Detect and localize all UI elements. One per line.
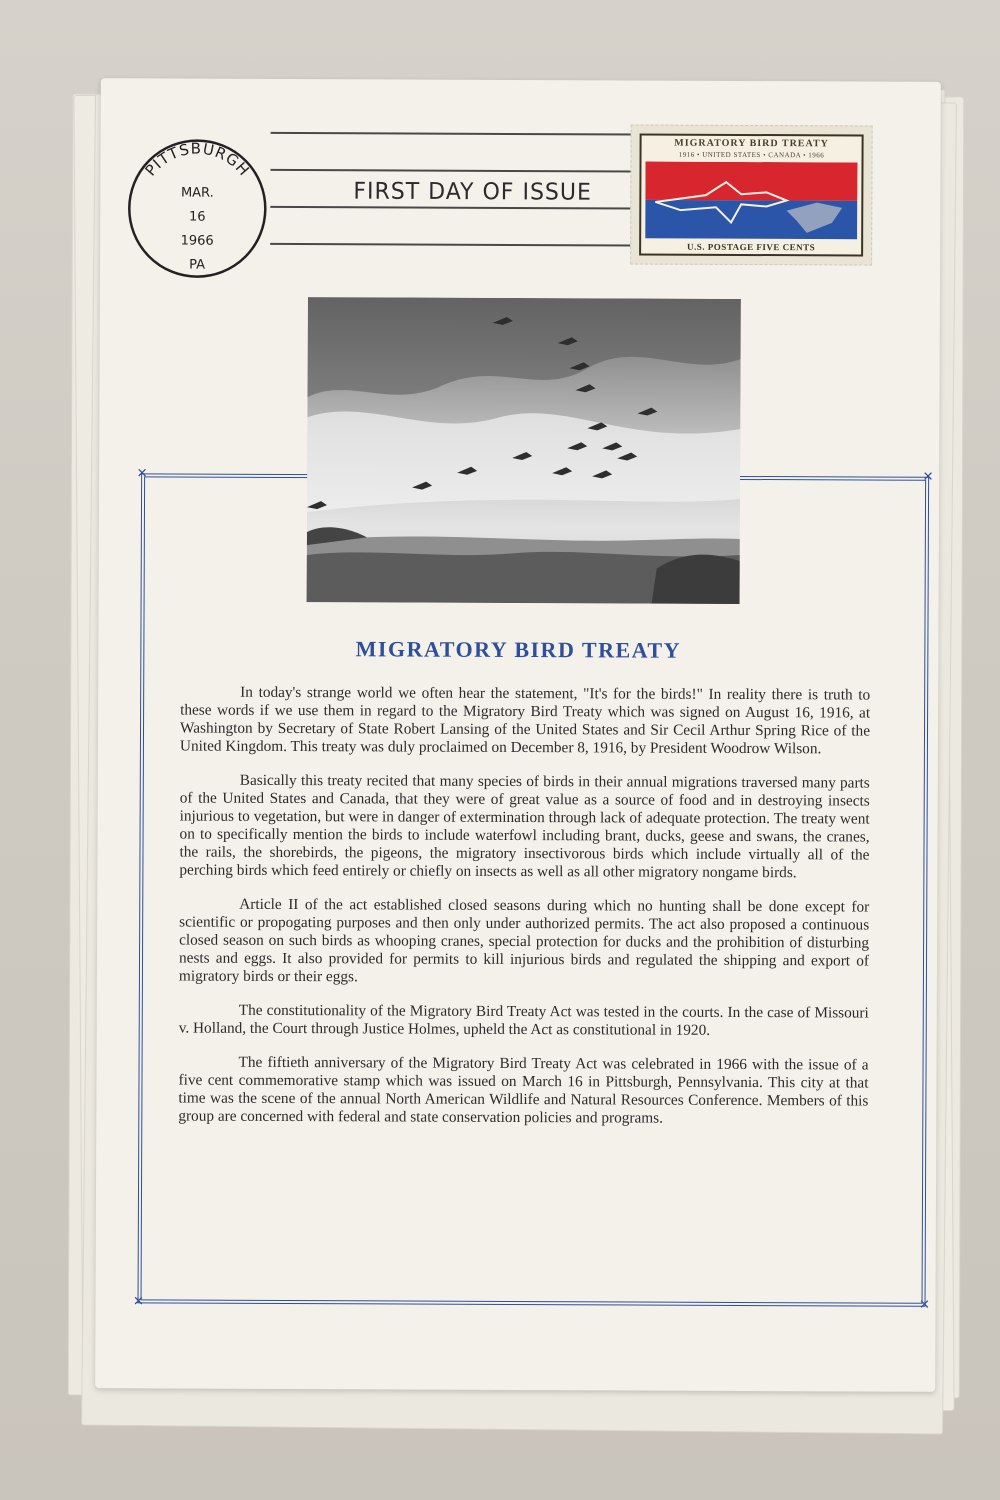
paragraph: The fiftieth anniversary of the Migratory Bird Treaty Act was celebrated in 1966 with the issue of a five cent commemorative stamp which was issued on March 16 in Pittsburgh, Pennsylvania. This city at that time was the scene of the annual North American Wildlife and Natural Resources Conference. Members of this group are concerned with federal and state conservation policies and programs. bbox=[178, 1053, 869, 1127]
stamp-title: MIGRATORY BIRD TREATY bbox=[674, 137, 829, 150]
postmark-day: 16 bbox=[188, 209, 206, 225]
postmark-month: MAR. bbox=[180, 185, 214, 201]
corner-ornament-icon: ✕ bbox=[919, 1297, 931, 1313]
postmark bbox=[112, 118, 283, 289]
paragraph: Article II of the act established closed seasons during which no hunting shall be done except for scientific or propogating purposes and then only under authorized permits. The act also proposed a continuous closed season on such birds as whooping cranes, special protection for ducks and the prohibition of disturbing nests and eggs. It also provided for permits to kill injurious birds and regulated the shipping and export of migratory birds or their eggs. bbox=[178, 895, 870, 986]
stamp-bird-map-art bbox=[645, 162, 857, 240]
geese-illustration bbox=[307, 297, 741, 604]
corner-ornament-icon: ✕ bbox=[922, 469, 934, 485]
paragraph: Basically this treaty recited that many species of birds in their annual migrations traversed many parts of the United States and Canada, that they were of great value as a source of food and in destroying insects injurious to vegetation, but were in danger of extermination through lack of adequate protection. The treaty went on to specifically mention the birds to include waterfowl including brant, ducks, geese and swans, the cranes, the rails, the shorebirds, the pigeons, the migratory insectivorous birds which include virtually all of the perching birds which feed entirely or chiefly on insects as well as all other migratory nongame birds. bbox=[179, 771, 870, 882]
corner-ornament-icon: ✕ bbox=[133, 1294, 145, 1310]
svg-text:PITTSBURGH bbox=[141, 139, 253, 180]
postmark-state: PA bbox=[189, 257, 206, 273]
cancellation-lines bbox=[270, 132, 636, 282]
stamp-subtitle: 1916 • UNITED STATES • CANADA • 1966 bbox=[678, 150, 825, 160]
postmark-year: 1966 bbox=[180, 233, 214, 249]
corner-ornament-icon: ✕ bbox=[136, 466, 148, 482]
postage-stamp bbox=[630, 124, 873, 265]
postmark-city: PITTSBURGH bbox=[141, 139, 254, 180]
first-day-of-issue-text: FIRST DAY OF ISSUE bbox=[353, 178, 592, 206]
paragraph: In today's strange world we often hear the statement, "It's for the birds!" In reality there is truth to these words if we use them in regard to the Migratory Bird Treaty which was signed on August 16, 1916, at Washington by Secretary of State Robert Lansing of the United States and Sir Cecil Arthur Spring Rice of the United Kingdom. This treaty was duly proclaimed on December 8, 1916, by President Woodrow Wilson. bbox=[179, 683, 871, 758]
paragraph: The constitutionality of the Migratory Bird Treaty Act was tested in the courts. In the case of Missouri v. Holland, the Court through Justice Holmes, upheld the Act as constitutional in 1920. bbox=[178, 1001, 869, 1039]
first-day-cover-card bbox=[95, 78, 941, 1392]
treaty-article-body bbox=[178, 684, 870, 1145]
document-title: MIGRATORY BIRD TREATY bbox=[355, 636, 682, 663]
stamp-denomination: U.S. POSTAGE FIVE CENTS bbox=[687, 241, 816, 253]
